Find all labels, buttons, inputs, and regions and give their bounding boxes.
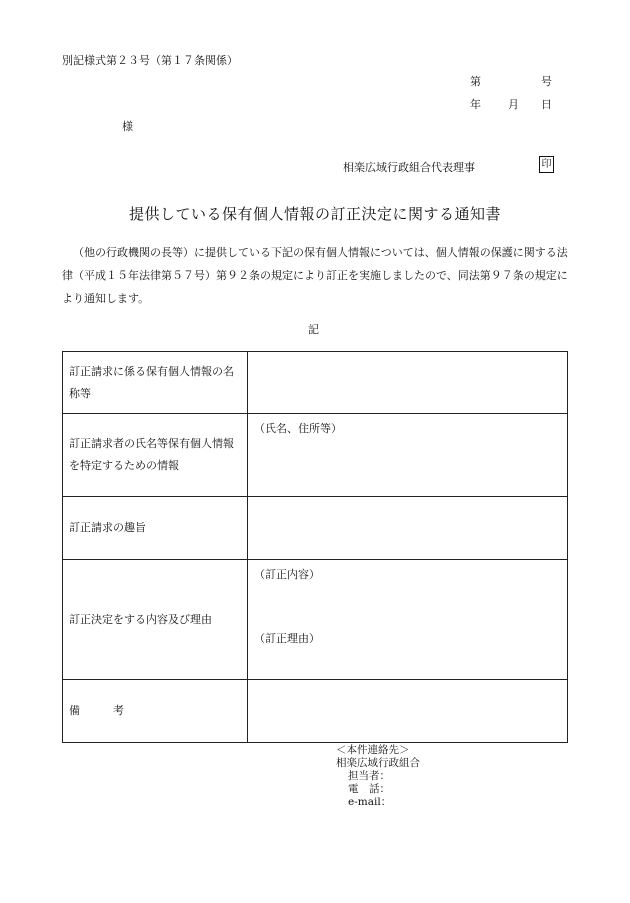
row-label-requester: 訂正請求者の氏名等保有個人情報を特定するための情報	[63, 414, 248, 497]
document-number-suffix: 号	[541, 75, 552, 88]
row-value-requester	[248, 414, 568, 497]
body-paragraph: （他の行政機関の長等）に提供している下記の保有個人情報については、個人情報の保護に関する法律（平成１５年法律第５７号）第９２条の規定により訂正を実施しましたので、同法第９７条の規定により通知します。	[62, 246, 568, 305]
decision-content-note: （訂正内容）	[254, 568, 320, 581]
row-value-decision	[248, 560, 568, 680]
seal-stamp: 印	[539, 156, 554, 173]
contact-person: 担当者：	[348, 770, 390, 782]
contact-email: e-mail：	[348, 796, 392, 808]
page-title: 提供している保有個人情報の訂正決定に関する通知書	[128, 205, 501, 223]
row-label-purpose: 訂正請求の趣旨	[63, 497, 248, 560]
form-number: 別記様式第２３号（第１７条関係）	[62, 54, 238, 67]
date-day: 日	[541, 98, 552, 111]
contact-phone: 電 話：	[348, 783, 390, 795]
date-month: 月	[508, 98, 519, 111]
date-year: 年	[470, 98, 481, 111]
row-value-info-name	[248, 352, 568, 414]
row-label-remarks: 備 考	[63, 680, 248, 743]
contact-block	[336, 744, 420, 809]
table-row	[63, 560, 568, 680]
details-table	[62, 351, 568, 743]
row-label-decision: 訂正決定をする内容及び理由	[63, 560, 248, 680]
addressee: 様	[122, 120, 133, 133]
contact-org: 相楽広域行政組合	[336, 757, 420, 769]
table-row	[63, 414, 568, 497]
row-value-purpose	[248, 497, 568, 560]
table-row	[63, 497, 568, 560]
issuer: 相楽広域行政組合代表理事	[343, 161, 475, 174]
ki-heading: 記	[308, 323, 319, 336]
document-number-prefix: 第	[470, 75, 481, 88]
row-label-info-name: 訂正請求に係る保有個人情報の名称等	[63, 352, 248, 414]
contact-heading: ＜本件連絡先＞	[336, 744, 410, 756]
table-row	[63, 680, 568, 743]
row-value-remarks	[248, 680, 568, 743]
requester-note: （氏名、住所等）	[254, 422, 342, 435]
decision-reason-note: （訂正理由）	[254, 632, 320, 645]
table-row	[63, 352, 568, 414]
